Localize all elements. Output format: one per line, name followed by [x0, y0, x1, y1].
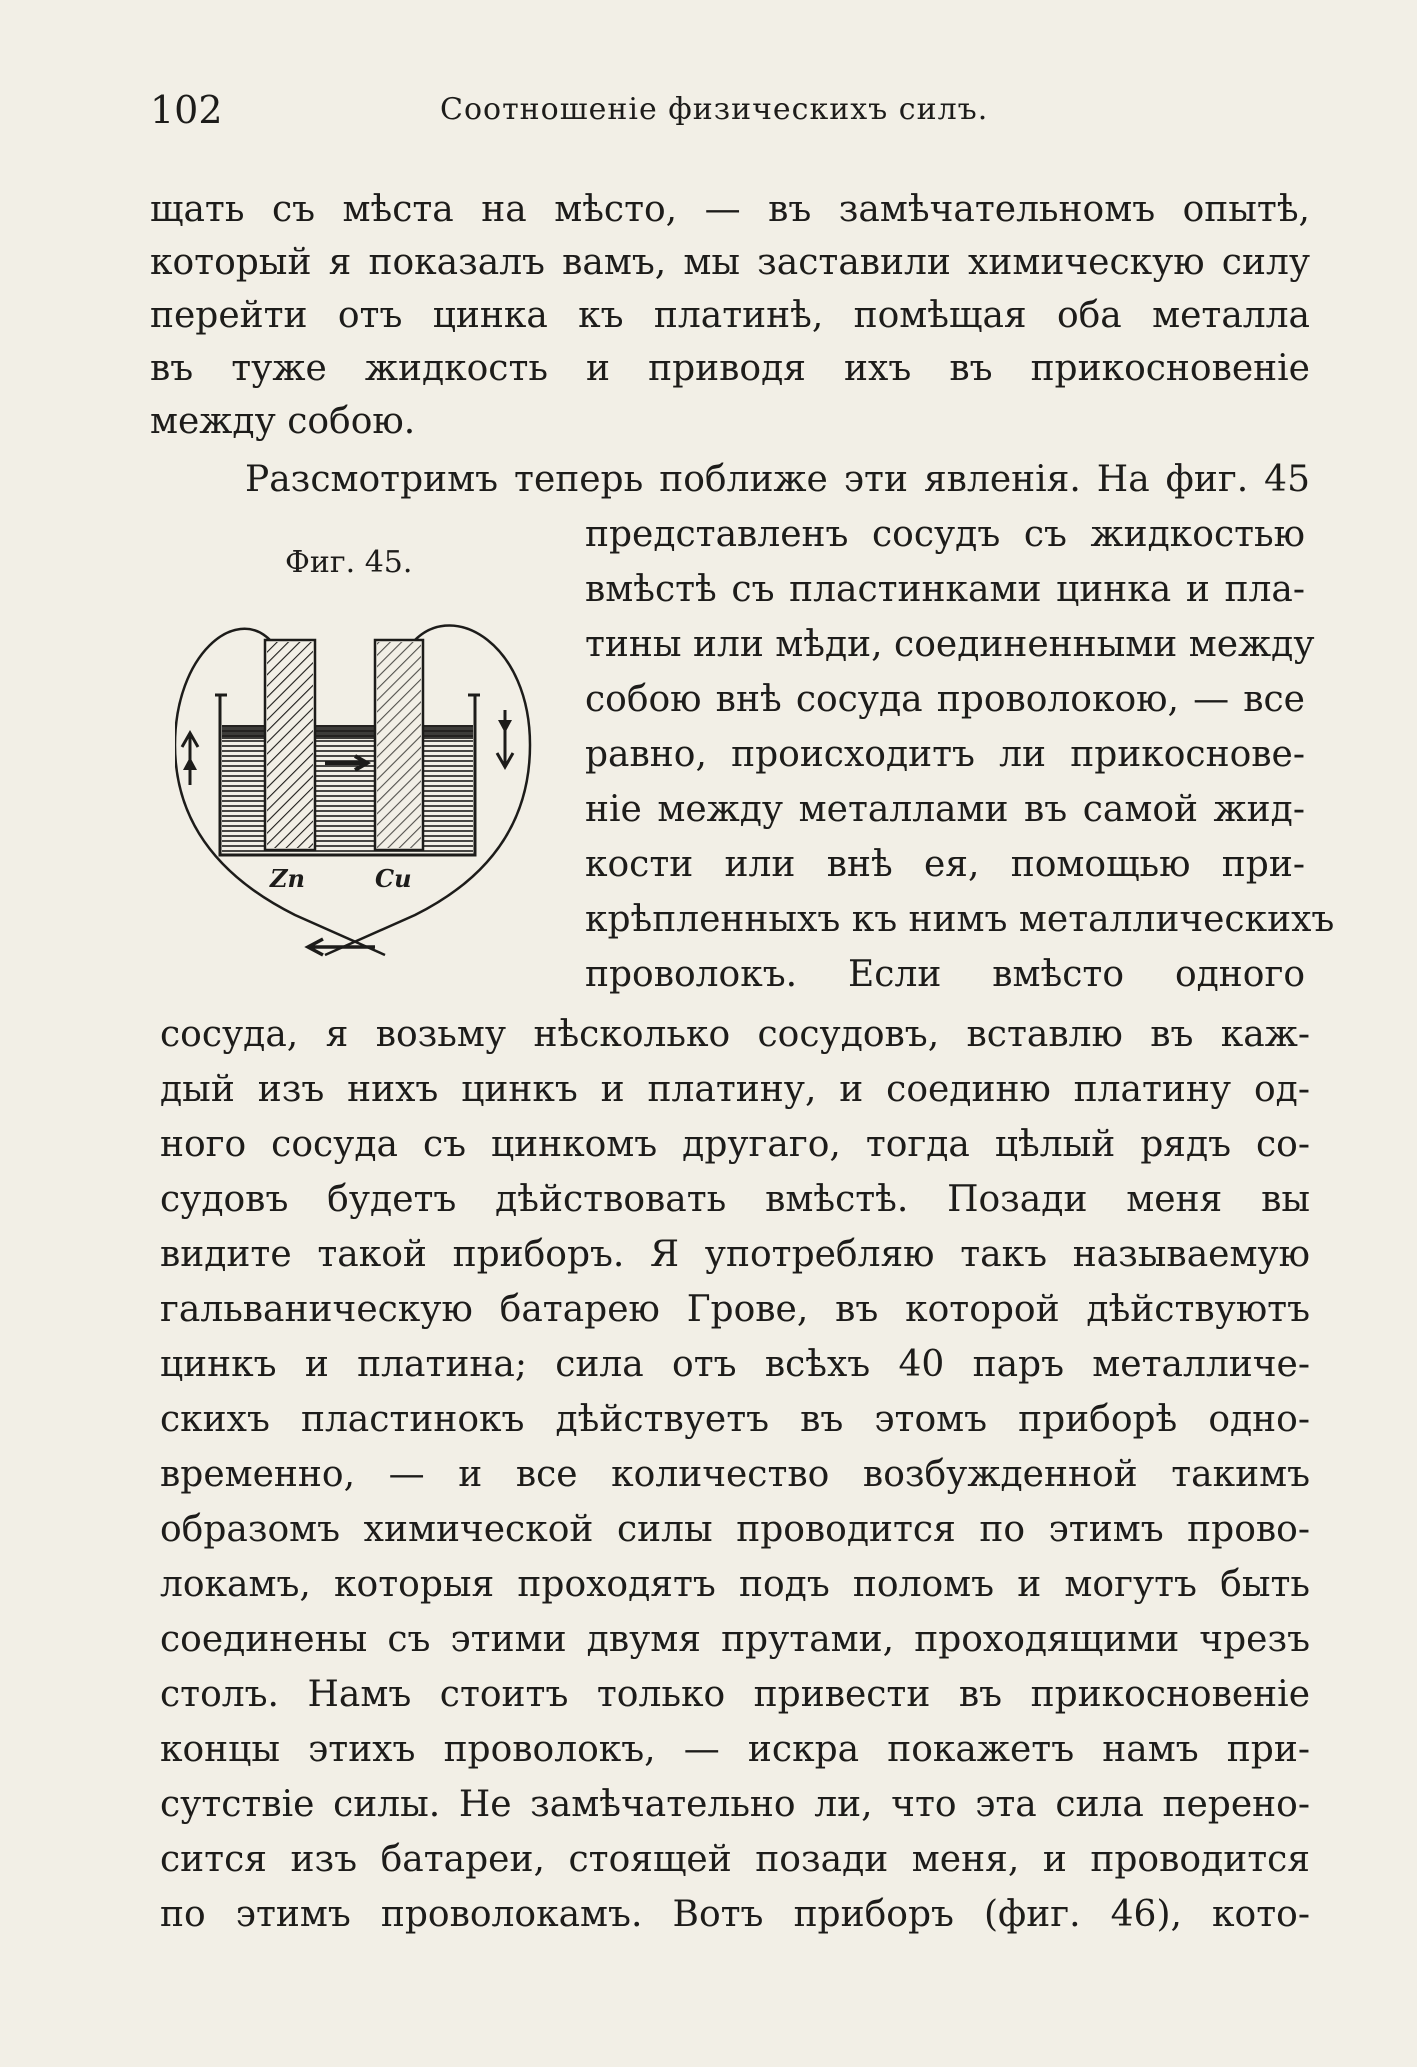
- text-line: локамъ, которыя проходятъ подъ поломъ и могутъ быть: [160, 1564, 1310, 1605]
- galvanic-cell-illustration: [175, 585, 540, 970]
- text-line: крѣпленныхъ къ нимъ металлическихъ: [585, 899, 1335, 940]
- text-line: щать съ мѣста на мѣсто, — въ замѣчательномъ опытѣ,: [150, 189, 1310, 230]
- text-line: ніе между металлами въ самой жид-: [585, 789, 1305, 830]
- text-line: концы этихъ проволокъ, — искра покажетъ намъ при-: [160, 1729, 1310, 1770]
- text-line: ного сосуда съ цинкомъ другаго, тогда цѣлый рядъ со-: [160, 1124, 1310, 1165]
- text-line: дый изъ нихъ цинкъ и платину, и соединю платину од-: [160, 1069, 1310, 1110]
- text-line: видите такой приборъ. Я употребляю такъ называемую: [160, 1234, 1310, 1275]
- text-line: образомъ химической силы проводится по этимъ прово-: [160, 1509, 1310, 1550]
- text-line: проволокъ. Если вмѣсто одного: [585, 954, 1305, 995]
- running-title: Соотношеніе физическихъ силъ.: [440, 92, 989, 127]
- text-line: Разсмотримъ теперь поближе эти явленія. На фиг. 45: [245, 459, 1310, 500]
- text-line: представленъ сосудъ съ жидкостью: [585, 514, 1305, 555]
- text-line: тины или мѣди, соединенными между: [585, 624, 1315, 665]
- text-line: собою внѣ сосуда проволокою, — все: [585, 679, 1305, 720]
- text-line: временно, — и все количество возбужденной такимъ: [160, 1454, 1310, 1495]
- zinc-label: Zn: [270, 864, 305, 893]
- text-line: сутствіе силы. Не замѣчательно ли, что эта сила перено-: [160, 1784, 1310, 1825]
- text-line: соединены съ этими двумя прутами, проходящими чрезъ: [160, 1619, 1310, 1660]
- text-line: въ туже жидкость и приводя ихъ въ прикосновеніе: [150, 348, 1310, 389]
- text-line: сится изъ батареи, стоящей позади меня, и проводится: [160, 1839, 1310, 1880]
- arrow-down-icon: [497, 710, 513, 767]
- text-line: цинкъ и платина; сила отъ всѣхъ 40 паръ металличе-: [160, 1344, 1310, 1385]
- text-line: судовъ будетъ дѣйствовать вмѣстѣ. Позади меня вы: [160, 1179, 1310, 1220]
- text-line: между собою.: [150, 401, 416, 442]
- text-line: по этимъ проволокамъ. Вотъ приборъ (фиг. 46), кото-: [160, 1894, 1310, 1935]
- text-line: который я показалъ вамъ, мы заставили химическую силу: [150, 242, 1310, 283]
- page-header: [0, 78, 1417, 138]
- text-line: перейти отъ цинка къ платинѣ, помѣщая оба металла: [150, 295, 1310, 336]
- text-line: скихъ пластинокъ дѣйствуетъ въ этомъ приборѣ одно-: [160, 1399, 1310, 1440]
- text-line: кости или внѣ ея, помощью при-: [585, 844, 1305, 885]
- figure-caption: Фиг. 45.: [285, 545, 413, 580]
- text-line: столъ. Намъ стоитъ только привести въ прикосновеніе: [160, 1674, 1310, 1715]
- text-line: сосуда, я возьму нѣсколько сосудовъ, вставлю въ каж-: [160, 1014, 1310, 1055]
- text-line: гальваническую батарею Грове, въ которой дѣйствуютъ: [160, 1289, 1310, 1330]
- figure-45: [175, 585, 540, 970]
- arrow-left-icon: [308, 939, 375, 955]
- copper-label: Cu: [375, 864, 412, 893]
- liquid: [222, 725, 473, 853]
- text-line: равно, происходитъ ли прикоснове-: [585, 734, 1305, 775]
- text-line: вмѣстѣ съ пластинками цинка и пла-: [585, 569, 1305, 610]
- page-number: 102: [150, 88, 223, 132]
